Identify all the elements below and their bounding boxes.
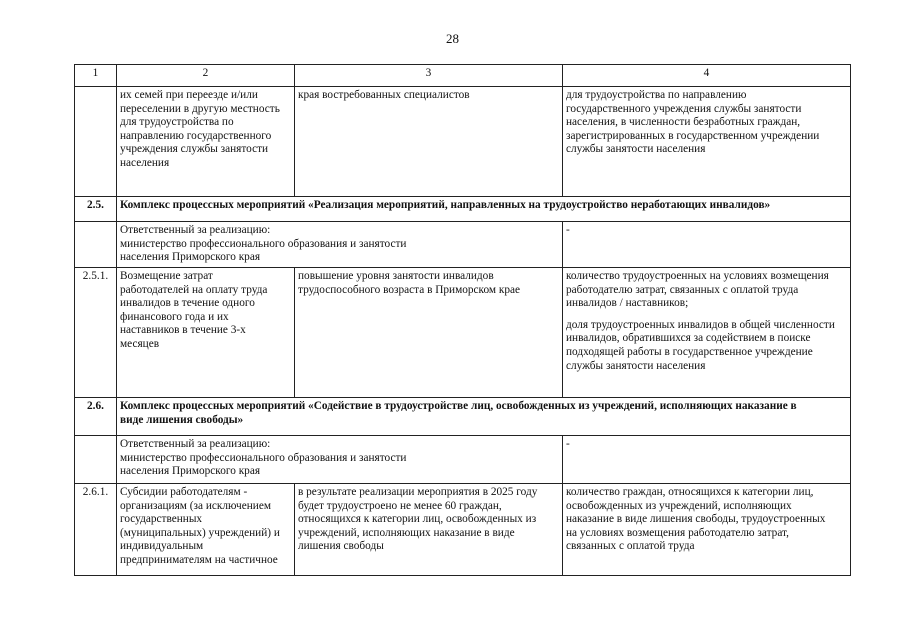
- cell-indicator: для трудоустройства по направлению государственного учреждения службы занятости населения, в численности безработных граждан, зарегистрированных в государственном учреждении службы занятости населения: [563, 87, 851, 197]
- header-col-2: 2: [117, 65, 295, 87]
- header-col-3: 3: [295, 65, 563, 87]
- cell-measure: Возмещение затрат работодателей на оплату труда инвалидов в течение одного финансового года и их наставников в течение 3-х месяцев: [117, 268, 295, 398]
- table-row-2-5-1: [75, 268, 851, 398]
- row-number: 2.5.1.: [75, 268, 117, 398]
- responsible-row-2-5: [75, 222, 851, 268]
- cell-indicator: количество граждан, относящихся к категории лиц, освобожденных из учреждений, исполняющих наказание в виде лишения свободы, трудоустроенных на условиях возмещения работодателю затрат, связанных с оплатой труда: [563, 484, 851, 576]
- row-number: 2.6.1.: [75, 484, 117, 576]
- cell-result: края востребованных специалистов: [295, 87, 563, 197]
- responsible-right: -: [563, 436, 851, 484]
- responsible-cell: [117, 222, 563, 268]
- cell-measure: Субсидии работодателям - организациям (за исключением государственных (муниципальных) учреждений) и индивидуальным предпринимателям на частичное: [117, 484, 295, 576]
- indicator-a: количество трудоустроенных на условиях возмещения работодателю затрат, связанных с оплатой труда инвалидов / наставников;: [566, 270, 829, 310]
- cell-num-empty: [75, 436, 117, 484]
- cell-measure: их семей при переезде и/или переселении в другую местность для трудоустройства по направлению государственного учреждения службы занятости населения: [117, 87, 295, 197]
- cell-result: повышение уровня занятости инвалидов трудоспособного возраста в Приморском крае: [295, 268, 563, 398]
- responsible-right: -: [563, 222, 851, 268]
- responsible-cell: [117, 436, 563, 484]
- section-title: Комплекс процессных мероприятий «Содействие в трудоустройстве лиц, освобожденных из учреждений, исполняющих наказание в виде лишения свободы»: [117, 398, 851, 436]
- section-title: Комплекс процессных мероприятий «Реализация мероприятий, направленных на трудоустройство неработающих инвалидов»: [117, 197, 851, 222]
- cell-num-empty: [75, 222, 117, 268]
- section-number: 2.5.: [75, 197, 117, 222]
- cell-indicator: [563, 268, 851, 398]
- header-col-1: 1: [75, 65, 117, 87]
- table-row-continuation: [75, 87, 851, 197]
- section-row-2-6: [75, 398, 851, 436]
- header-col-4: 4: [563, 65, 851, 87]
- responsible-row-2-6: [75, 436, 851, 484]
- section-number: 2.6.: [75, 398, 117, 436]
- responsible-label: Ответственный за реализацию:: [120, 438, 271, 450]
- responsible-label: Ответственный за реализацию:: [120, 224, 271, 236]
- table-header-row: [75, 65, 851, 87]
- section-row-2-5: [75, 197, 851, 222]
- responsible-value: министерство профессионального образования и занятости населения Приморского края: [120, 451, 407, 478]
- measures-table: [74, 64, 851, 576]
- responsible-value: министерство профессионального образования и занятости населения Приморского края: [120, 237, 407, 264]
- indicator-b: доля трудоустроенных инвалидов в общей численности инвалидов, обратившихся за содействием в поиске подходящей работы в государственное учреждение службы занятости населения: [566, 318, 835, 372]
- cell-num-empty: [75, 87, 117, 197]
- page-number: 28: [446, 31, 459, 46]
- cell-result: в результате реализации мероприятия в 2025 году будет трудоустроено не менее 60 граждан, относящихся к категории лиц, освобожденных из учреждений, исполняющих наказание в виде лишения свободы: [295, 484, 563, 576]
- table-row-2-6-1: [75, 484, 851, 576]
